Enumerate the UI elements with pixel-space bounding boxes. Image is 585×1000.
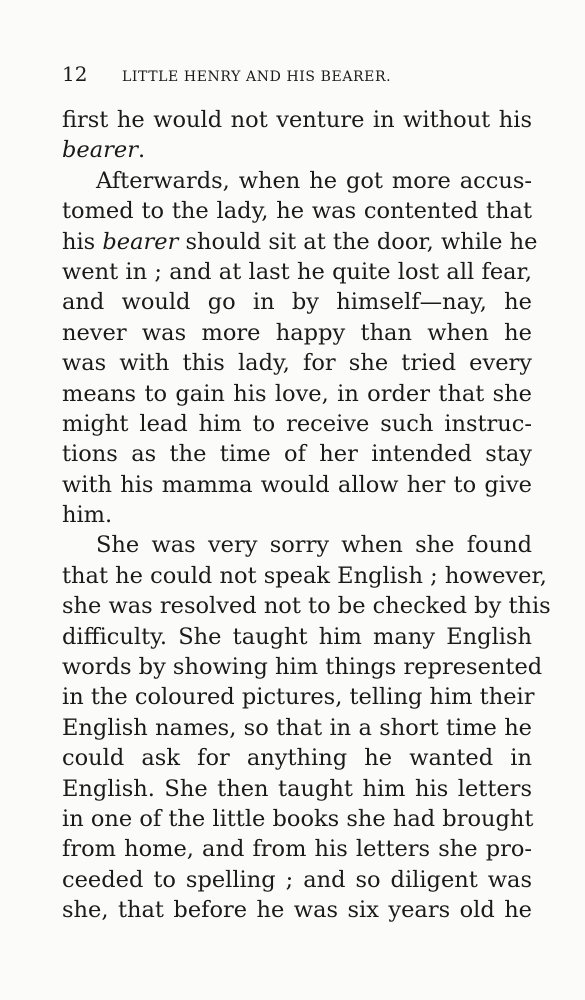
text-line	[62, 713, 532, 743]
text-span: ceeded to spelling ; and so diligent was	[62, 866, 532, 893]
body-text	[62, 105, 551, 926]
text-span: his	[62, 228, 103, 255]
text-line	[62, 622, 532, 652]
text-span: from home, and from his letters she pro-	[62, 836, 532, 863]
text-span: .	[137, 137, 146, 164]
text-span: means to gain his love, in order that she	[62, 380, 532, 407]
text-span: words by showing him things represented	[62, 654, 543, 681]
text-line	[62, 257, 532, 287]
running-head: LITTLE HENRY AND HIS BEARER.	[122, 69, 392, 85]
text-line	[62, 743, 532, 773]
text-line	[62, 804, 532, 834]
text-span: could ask for anything he wanted in	[62, 745, 532, 772]
text-line	[62, 379, 532, 409]
text-line	[62, 500, 532, 530]
text-line	[62, 409, 532, 439]
text-span: might lead him to receive such instruc-	[62, 410, 532, 437]
text-line	[62, 561, 547, 591]
text-line	[62, 895, 532, 925]
text-line	[62, 865, 532, 895]
text-span: went in ; and at last he quite lost all fear,	[62, 258, 532, 285]
text-line	[62, 287, 532, 317]
text-line	[62, 318, 532, 348]
text-line	[62, 105, 532, 135]
text-line	[62, 682, 535, 712]
text-span: in the coloured pictures, telling him their	[62, 684, 535, 711]
text-span: she, that before he was six years old he	[62, 897, 532, 924]
text-span: never was more happy than when he	[62, 319, 532, 346]
italic-text: bearer	[102, 228, 179, 255]
text-line	[62, 591, 551, 621]
italic-text: bearer	[62, 137, 138, 164]
text-span: was with this lady, for she tried every	[62, 350, 532, 377]
text-line	[62, 135, 532, 165]
text-line	[62, 834, 532, 864]
text-line	[62, 530, 532, 560]
text-span: Afterwards, when he got more accus-	[96, 167, 532, 194]
text-line	[62, 470, 532, 500]
text-line	[62, 166, 532, 196]
text-span: English. She then taught him his letters	[62, 775, 532, 802]
text-line	[62, 652, 543, 682]
text-span: and would go in by himself—nay, he	[62, 289, 532, 316]
text-span: in one of the little books she had brought	[62, 805, 534, 832]
text-line	[62, 774, 532, 804]
text-span: first he would not venture in without his	[62, 107, 532, 133]
text-span: English names, so that in a short time he	[62, 714, 532, 741]
text-span: She was very sorry when she found	[96, 532, 532, 559]
page-number: 12	[62, 62, 88, 86]
text-line	[62, 227, 538, 257]
text-span: tions as the time of her intended stay	[62, 441, 532, 468]
text-span: difficulty. She taught him many English	[62, 623, 532, 650]
text-span: that he could not speak English ; however,	[62, 562, 547, 589]
text-span: with his mamma would allow her to give	[62, 471, 532, 498]
text-span: should sit at the door, while he	[178, 228, 538, 255]
text-line	[62, 348, 532, 378]
text-span: him.	[62, 502, 113, 529]
text-span: she was resolved not to be checked by this	[62, 593, 551, 620]
text-line	[62, 439, 532, 469]
text-line	[62, 196, 532, 226]
text-span: tomed to the lady, he was contented that	[62, 198, 532, 225]
page-header	[62, 62, 532, 88]
